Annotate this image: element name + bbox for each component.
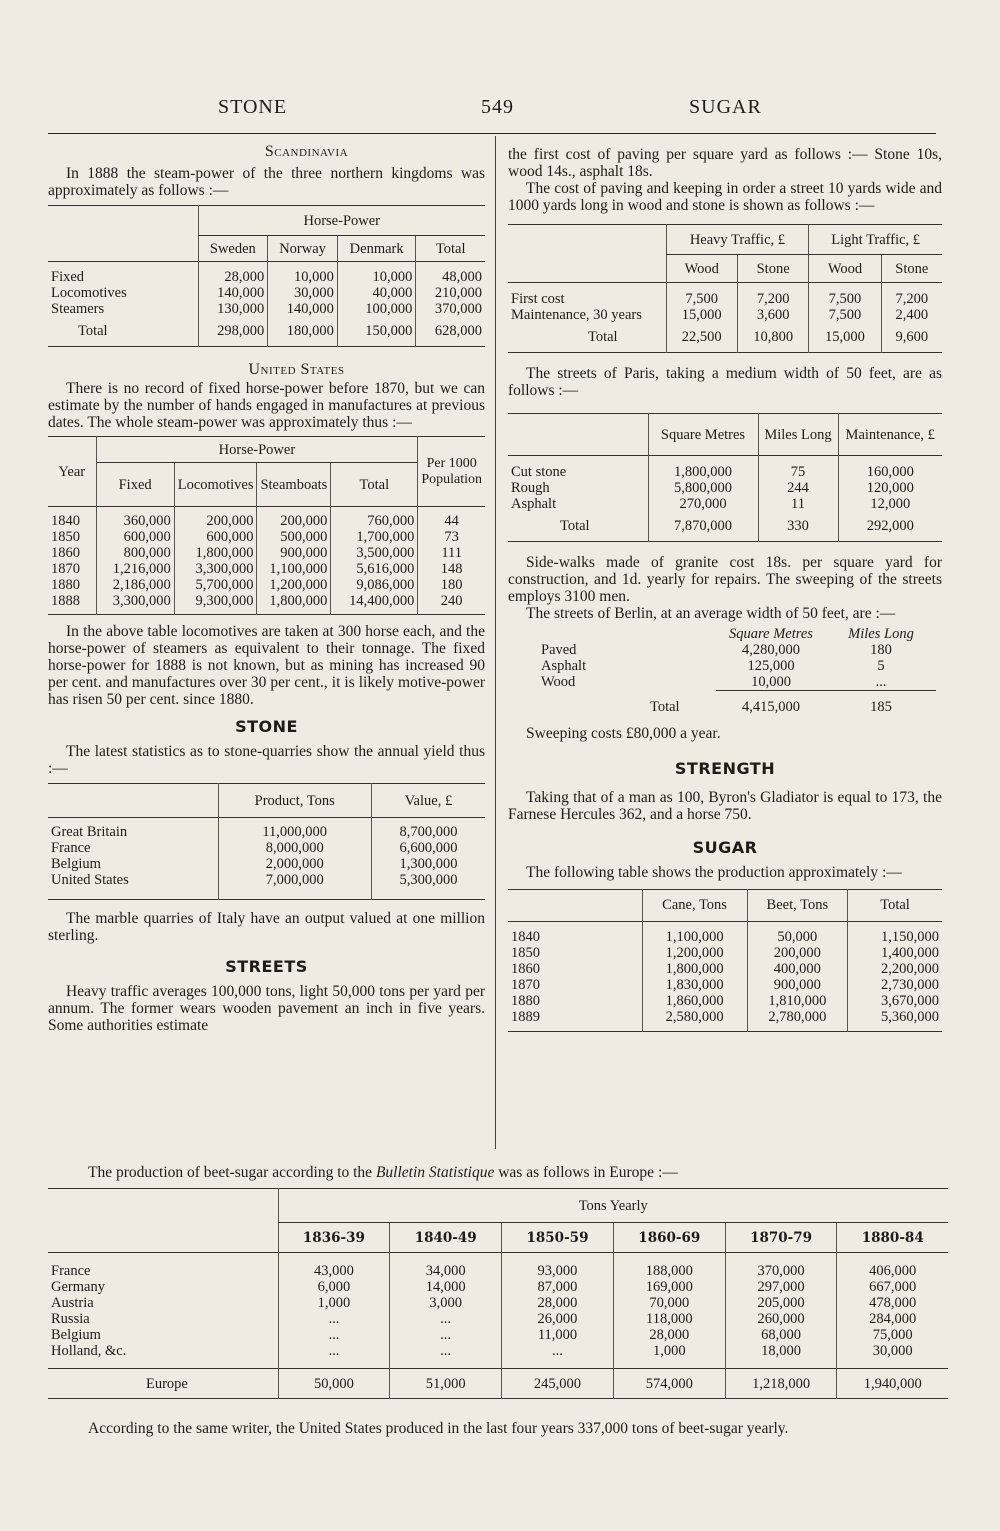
col-head: Total (331, 463, 418, 507)
strength-heading: STRENGTH (674, 758, 776, 778)
col-head: Product, Tons (218, 784, 371, 818)
table-row: 1860 800,000 1,800,000 900,000 3,500,000 111 (48, 545, 485, 561)
scandinavia-table (48, 205, 485, 347)
table-row: 1860 1,800,000 400,000 2,200,000 (508, 961, 942, 977)
table-total-row: Total 22,500 10,800 15,000 9,600 (508, 323, 942, 353)
table-row: 1888 3,300,000 9,300,000 1,800,000 14,400,000 240 (48, 593, 485, 609)
col-head: Denmark (337, 236, 416, 262)
header-rule (48, 133, 936, 134)
beet-intro: The production of beet-sugar according to the Bulletin Statistique was as follows in Europe :— (88, 1164, 678, 1181)
stone-heading: STONE (235, 717, 298, 736)
left-column (48, 143, 485, 1034)
col-head: Steamboats (257, 463, 331, 507)
header-right: SUGAR (689, 96, 762, 118)
sidewalks-text: Side-walks made of granite cost 18s. per square yard for construction, and 1d. yearly for repairs. The sweeping of the streets employs 3100 men. (508, 554, 942, 605)
scandinavia-heading: Scandinavia (264, 143, 349, 160)
table-row: 1870 1,216,000 3,300,000 1,100,000 5,616,000 148 (48, 561, 485, 577)
paving-table: Heavy Traffic, £ Light Traffic, £ Wood Stone Wood Stone First cost 7,500 7,200 7,500 7,200 Maintenance, 30 years 15,000 3,600 7,500 2,400 Total 22,500 10,800 15,000 9,600 (508, 224, 942, 353)
table-row: France 8,000,000 6,600,000 (48, 840, 485, 856)
sugar-intro: The following table shows the production approximately :— (526, 863, 902, 881)
table-total-row: Total 298,000 180,000 150,000 628,000 (48, 317, 485, 347)
table-row: Rough 5,800,000 244 120,000 (508, 480, 942, 496)
table-row: 1840 1,100,000 50,000 1,150,000 (508, 929, 942, 945)
paris-intro: The streets of Paris, taking a medium width of 50 feet, are as follows :— (508, 365, 942, 399)
stone-note: The marble quarries of Italy have an output valued at one million sterling. (48, 910, 485, 944)
table-row: 1840 360,000 200,000 200,000 760,000 44 (48, 513, 485, 529)
streets-continued: the first cost of paving per square yard as follows :— Stone 10s, wood 14s., asphalt 18s. (508, 146, 942, 180)
streets-text: Heavy traffic averages 100,000 tons, light 50,000 tons per yard per annum. The former wears wooden pavement an inch in five years. Some authorities estimate (48, 983, 485, 1034)
col-head: Sweden (198, 236, 268, 262)
table-row: 1880 2,186,000 5,700,000 1,200,000 9,086,000 180 (48, 577, 485, 593)
table-row: France 43,000 34,000 93,000 188,000 370,000 406,000 (48, 1263, 948, 1279)
table-row: Fixed 28,000 10,000 10,000 48,000 (48, 269, 485, 285)
table-row: Paved 4,280,000 180 (541, 642, 892, 658)
col-head: Total (416, 236, 485, 262)
scandinavia-intro: In 1888 the steam-power of the three northern kingdoms was approximately as follows :— (48, 165, 485, 199)
table-row: Cut stone 1,800,000 75 160,000 (508, 464, 942, 480)
table-row: 1850 600,000 600,000 500,000 1,700,000 73 (48, 529, 485, 545)
berlin-intro: The streets of Berlin, at an average width of 50 feet, are :— (526, 605, 896, 622)
table-total-row: Total 7,870,000 330 292,000 (508, 512, 942, 542)
table-row: Russia ... ... 26,000 118,000 260,000 284,000 (48, 1311, 948, 1327)
col-head: Locomotives (174, 463, 257, 507)
paris-table: Square Metres Miles Long Maintenance, £ Cut stone 1,800,000 75 160,000 Rough 5,800,000 244 120,000 Asphalt 270,000 11 12,000 Total 7,870,000 330 292,000 (508, 413, 942, 542)
table-row: Steamers 130,000 140,000 100,000 370,000 (48, 301, 485, 317)
header-left: STONE (218, 96, 288, 118)
scandinavia-group-head: Horse-Power (198, 206, 485, 236)
table-total-row: Europe 50,000 51,000 245,000 574,000 1,218,000 1,940,000 (48, 1369, 948, 1399)
berlin-table: Square Metres Miles Long Paved 4,280,000 180 Asphalt 125,000 5 Wood 10,000 ... Total 4,415,000 185 (538, 626, 936, 723)
table-row: Austria 1,000 3,000 28,000 70,000 205,000 478,000 (48, 1295, 948, 1311)
col-head: Fixed (96, 463, 174, 507)
table-row: Maintenance, 30 years 15,000 3,600 7,500 2,400 (508, 307, 942, 323)
group-head: Light Traffic, £ (809, 225, 942, 255)
table-total-row: Total 4,415,000 185 (538, 691, 936, 723)
beet-sugar-table: Tons Yearly 1836-39 1840-49 1850-59 1860-69 1870-79 1880-84 France 43,000 34,000 93,000 188,000 370,000 406,000 Germany 6,000 14,000 87,000 169,000 297,000 667,000 Austria 1,000 3,000 28,000 70,000 205,000 478,000 Russia ... ... 26,000 118,000 260,000 284,000 Belgium ... ... 11,000 28,000 68,000 75,000 Holland, &c. ... ... ... 1,000 18,000 30,000 Europe 50,000 51,000 245,000 574,000 1,218,000 1,940,000 (48, 1188, 948, 1399)
streets-heading: STREETS (225, 957, 308, 976)
table-row: First cost 7,500 7,200 7,500 7,200 (508, 291, 942, 307)
table-row: 1850 1,200,000 200,000 1,400,000 (508, 945, 942, 961)
us-heading: United States (248, 361, 345, 378)
table-row: Wood 10,000 ... (541, 674, 887, 691)
sugar-heading: SUGAR (692, 837, 758, 857)
sweeping-text: Sweeping costs £80,000 a year. (526, 724, 721, 742)
table-row: Locomotives 140,000 30,000 40,000 210,000 (48, 285, 485, 301)
table-row: 1889 2,580,000 2,780,000 5,360,000 (508, 1009, 942, 1025)
closing-text: According to the same writer, the United States produced in the last four years 337,000 tons of beet-sugar yearly. (88, 1420, 789, 1437)
us-table (48, 436, 485, 615)
column-divider (495, 136, 496, 1149)
table-row: 1880 1,860,000 1,810,000 3,670,000 (508, 993, 942, 1009)
table-row: 1870 1,830,000 900,000 2,730,000 (508, 977, 942, 993)
us-group-head: Horse-Power (96, 437, 418, 463)
strength-text: Taking that of a man as 100, Byron's Gladiator is equal to 173, the Farnese Hercules 362, and a horse 750. (508, 788, 942, 823)
stone-intro: The latest statistics as to stone-quarries show the annual yield thus :— (48, 743, 485, 777)
stone-table (48, 783, 485, 900)
table-row: Asphalt 125,000 5 (541, 658, 885, 674)
per-head: Per 1000 Population (418, 437, 485, 507)
col-head: Value, £ (371, 784, 485, 818)
table-row: United States 7,000,000 5,300,000 (48, 872, 485, 888)
us-intro: There is no record of fixed horse-power before 1870, but we can estimate by the number of hands engaged in manufactures at previous dates. The whole steam-power was approximately thus :— (48, 380, 485, 431)
us-note: In the above table locomotives are taken at 300 horse each, and the horse-power of steamers as equivalent to their tonnage. The fixed horse-power for 1888 is not known, but as mining has increased 90 per cent. and manufactures over 30 per cent., it is likely motive-power has risen 50 per cent. since 1880. (48, 623, 485, 708)
beet-group-head: Tons Yearly (278, 1189, 948, 1223)
table-row: Belgium 2,000,000 1,300,000 (48, 856, 485, 872)
table-row: Belgium ... ... 11,000 28,000 68,000 75,000 (48, 1327, 948, 1343)
table-row: Holland, &c. ... ... ... 1,000 18,000 30,000 (48, 1343, 948, 1359)
sugar-table: Cane, Tons Beet, Tons Total 1840 1,100,000 50,000 1,150,000 1850 1,200,000 200,000 1,400,000 1860 1,800,000 400,000 2,200,000 1870 1,830,000 900,000 2,730,000 1880 1,860,000 1,810,000 3,670,000 1889 2,580,000 2,780,000 5,360,000 (508, 889, 942, 1032)
table-row: Germany 6,000 14,000 87,000 169,000 297,000 667,000 (48, 1279, 948, 1295)
col-head: Norway (268, 236, 338, 262)
right-column (508, 146, 942, 1032)
group-head: Heavy Traffic, £ (666, 225, 809, 255)
table-row: Great Britain 11,000,000 8,700,000 (48, 824, 485, 840)
page-number: 549 (481, 96, 514, 118)
table-row: Asphalt 270,000 11 12,000 (508, 496, 942, 512)
year-head: Year (58, 463, 86, 480)
paving-intro: The cost of paving and keeping in order a street 10 yards wide and 1000 yards long in wood and stone is shown as follows :— (508, 180, 942, 214)
